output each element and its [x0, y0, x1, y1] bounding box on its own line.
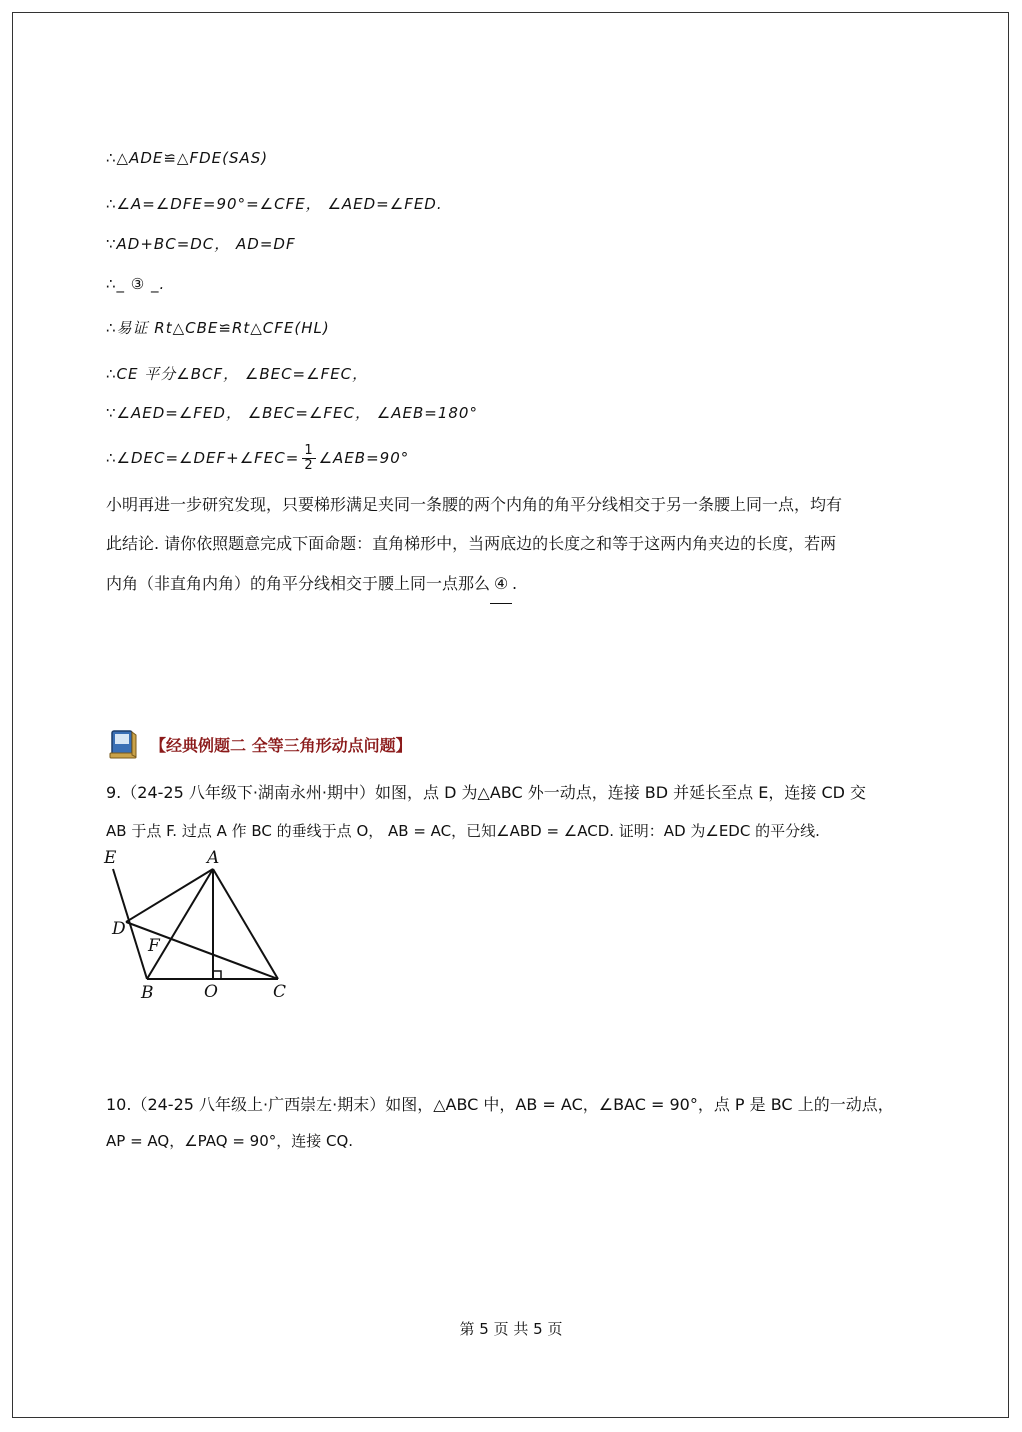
proof-line-6: ∴CE 平分∠BCF， ∠BEC=∠FEC，	[106, 365, 369, 383]
section-title: 【经典例题二 全等三角形动点问题】	[150, 735, 412, 755]
proof-line-3: ∵AD+BC=DC， AD=DF	[106, 235, 296, 253]
q10-line-1: 10.（24-25 八年级上·广西崇左·期末）如图，△ABC 中，AB = AC，∠BAC = 90°，点 P 是 BC 上的一动点，	[106, 1095, 894, 1114]
section-header	[106, 724, 412, 764]
q9-line-2: AB 于点 F. 过点 A 作 BC 的垂线于点 O， AB = AC，已知∠ABD = ∠ACD. 证明：AD 为∠EDC 的平分线.	[106, 822, 820, 840]
page-footer: 第 5 页 共 5 页	[459, 1320, 563, 1338]
q10-line-2: AP = AQ，∠PAQ = 90°，连接 CQ.	[106, 1132, 354, 1150]
proof-line-8	[106, 440, 409, 476]
proof-line-2: ∴∠A=∠DFE=90°=∠CFE， ∠AED=∠FED.	[106, 195, 443, 213]
label-f: F	[148, 936, 160, 956]
label-d: D	[112, 919, 126, 939]
paragraph-line-1: 小明再进一步研究发现，只要梯形满足夹同一条腰的两个内角的角平分线相交于另一条腰上同一点，均有	[106, 495, 843, 514]
label-e: E	[104, 848, 117, 868]
right-angle-mark	[213, 971, 221, 979]
paragraph-line-3-end: .	[512, 574, 518, 593]
geometry-figure	[100, 845, 320, 1005]
proof-line-7: ∵∠AED=∠FED， ∠BEC=∠FEC， ∠AEB=180°	[106, 404, 478, 422]
paragraph-line-3	[106, 565, 517, 604]
label-c: C	[273, 982, 287, 1002]
fraction-numerator: 1	[304, 443, 314, 458]
fraction-denominator: 2	[304, 458, 314, 473]
proof-line-4: ∴_ ③ _.	[106, 275, 166, 293]
segment-ab	[147, 869, 213, 979]
proof-line-8-after: ∠AEB=90°	[318, 449, 410, 467]
q9-line-1: 9.（24-25 八年级下·湖南永州·期中）如图，点 D 为△ABC 外一动点，连接 BD 并延长至点 E，连接 CD 交	[106, 783, 867, 802]
paragraph-line-2: 此结论. 请你依照题意完成下面命题：直角梯形中，当两底边的长度之和等于这两内角夹边的长度，若两	[106, 534, 837, 553]
proof-line-1: ∴△ADE≌△FDE(SAS)	[106, 149, 269, 167]
proof-line-5: ∴易证 Rt△CBE≌Rt△CFE(HL)	[106, 319, 330, 337]
label-a: A	[207, 848, 220, 868]
proof-line-8-before: ∴∠DEC=∠DEF+∠FEC=	[106, 449, 300, 467]
page-border	[12, 12, 1009, 1418]
fraction-half	[302, 444, 315, 473]
segment-ad	[126, 869, 213, 922]
segment-ac	[213, 869, 278, 979]
answer-blank-4: ④	[490, 565, 512, 604]
label-b: B	[141, 983, 154, 1003]
paragraph-line-3-text: 内角（非直角内角）的角平分线相交于腰上同一点那么	[106, 574, 491, 593]
label-o: O	[204, 982, 218, 1002]
book-icon	[106, 726, 142, 762]
